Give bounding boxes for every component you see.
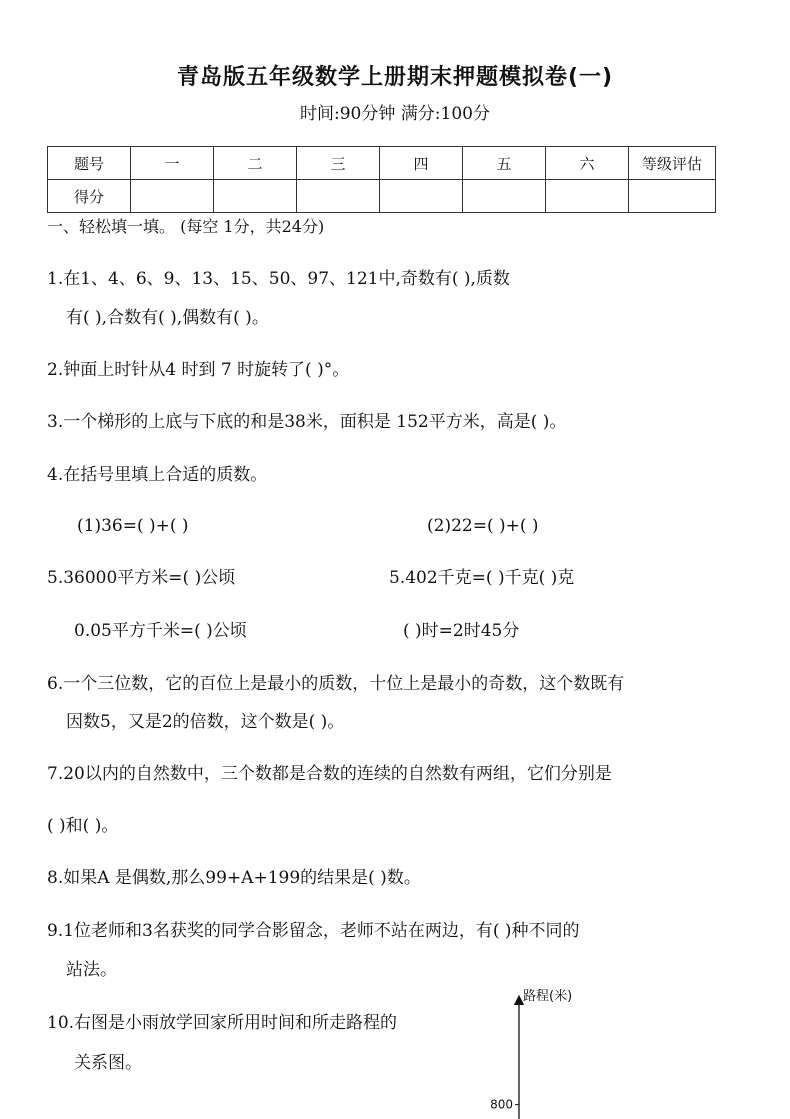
score-table-score-row [48, 180, 716, 213]
score-cell[interactable] [297, 180, 380, 213]
header-cell: 二 [214, 147, 297, 180]
question-5-part-1: 5.36000平方米=( )公顷 [47, 568, 236, 588]
score-cell[interactable] [214, 180, 297, 213]
page-title: 青岛版五年级数学上册期末押题模拟卷(一) [176, 65, 614, 90]
exam-info: 时间:90分钟 满分:100分 [300, 104, 490, 124]
score-table-header-row [48, 147, 716, 180]
score-cell[interactable] [380, 180, 463, 213]
header-cell: 四 [380, 147, 463, 180]
question-8: 8.如果A 是偶数,那么99+A+199的结果是( )数。 [47, 868, 421, 888]
y-tick-label: 800 [490, 1097, 513, 1112]
question-6-line-2: 因数5，又是2的倍数，这个数是( )。 [66, 712, 345, 732]
question-1-line-1: 1.在1、4、6、9、13、15、50、97、121中,奇数有( ),质数 [47, 269, 510, 289]
header-cell: 一 [131, 147, 214, 180]
score-cell[interactable] [629, 180, 716, 213]
score-cell[interactable] [131, 180, 214, 213]
chart-svg [484, 982, 714, 1119]
question-6-line-1: 6.一个三位数，它的百位上是最小的质数，十位上是最小的奇数，这个数既有 [47, 674, 625, 694]
question-5-part-3: 0.05平方千米=( )公顷 [74, 621, 247, 641]
question-4-part-2: (2)22=( )+( ) [427, 516, 539, 536]
score-cell[interactable] [463, 180, 546, 213]
score-table [47, 146, 716, 213]
question-10-line-1: 10.右图是小雨放学回家所用时间和所走路程的 [47, 1013, 398, 1033]
question-10-line-2: 关系图。 [74, 1053, 142, 1073]
header-cell: 题号 [48, 147, 131, 180]
score-cell[interactable] [546, 180, 629, 213]
header-cell: 等级评估 [629, 147, 716, 180]
y-axis-label: 路程(米) [523, 989, 573, 1004]
question-9-line-2: 站法。 [66, 960, 117, 980]
header-cell: 五 [463, 147, 546, 180]
question-7-line-2: ( )和( )。 [47, 816, 119, 836]
question-7-line-1: 7.20以内的自然数中，三个数都是合数的连续的自然数有两组，它们分别是 [47, 764, 612, 784]
distance-time-chart [484, 982, 714, 1119]
question-9-line-1: 9.1位老师和3名获奖的同学合影留念，老师不站在两边，有( )种不同的 [47, 921, 580, 941]
section-heading: 一、轻松填一填。 (每空 1分，共24分) [47, 217, 325, 236]
question-3: 3.一个梯形的上底与下底的和是38米，面积是 152平方米，高是( )。 [47, 412, 567, 432]
question-1-line-2: 有( ),合数有( ),偶数有( )。 [66, 308, 269, 328]
score-row-label: 得分 [48, 180, 131, 213]
question-5-part-2: 5.402千克=( )千克( )克 [389, 568, 575, 588]
header-cell: 六 [546, 147, 629, 180]
question-4-part-1: (1)36=( )+( ) [77, 516, 189, 536]
question-4: 4.在括号里填上合适的质数。 [47, 465, 268, 485]
question-5-part-4: ( )时=2时45分 [403, 621, 520, 641]
question-2: 2.钟面上时针从4 时到 7 时旋转了( )°。 [47, 360, 350, 380]
header-cell: 三 [297, 147, 380, 180]
